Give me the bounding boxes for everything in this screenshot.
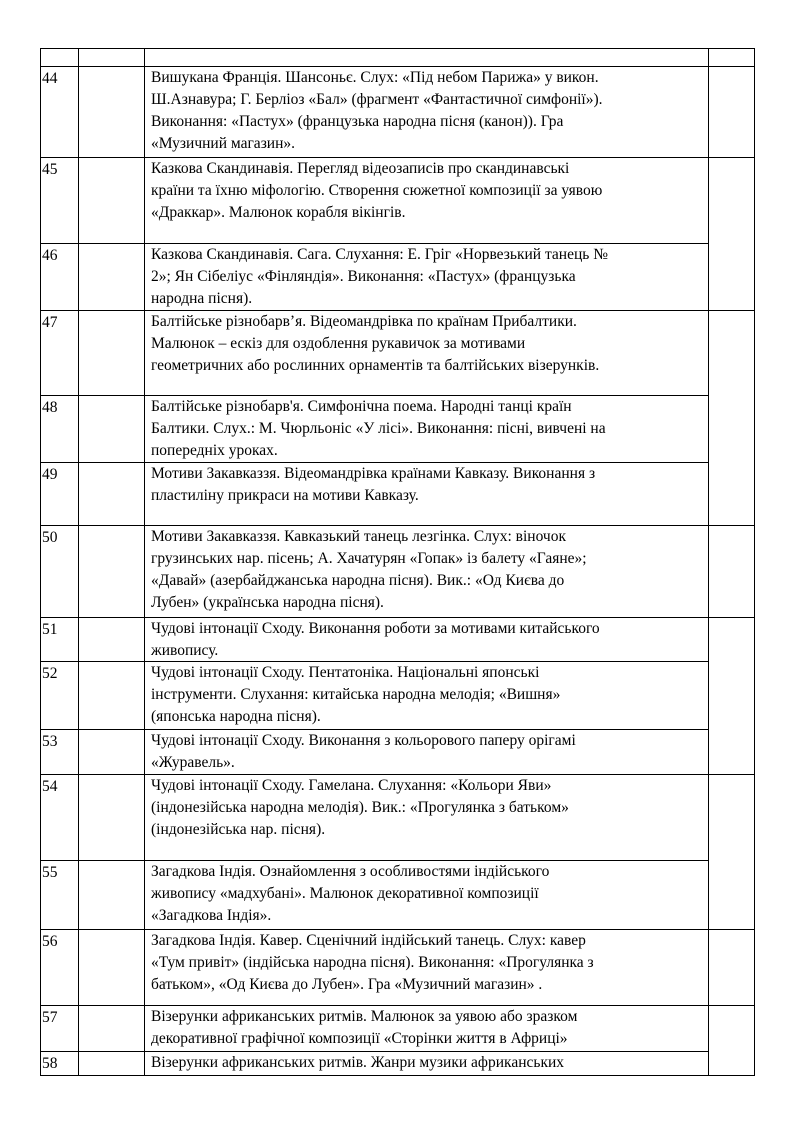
- lesson-topic-line: Казкова Скандинавія. Сага. Слухання: Е. Гріг «Норвезький танець №: [151, 246, 608, 263]
- lesson-topic: [151, 1006, 711, 1050]
- lesson-topic-line: Казкова Скандинавія. Перегляд відеозаписів про скандинавські: [151, 160, 570, 177]
- lesson-topic-line: Чудові інтонації Сходу. Пентатоніка. Національні японські: [151, 664, 540, 681]
- lesson-topic-line: геометричних або рослинних орнаментів та балтійських візерунків.: [151, 357, 600, 374]
- lesson-number: 57: [42, 1009, 58, 1026]
- lesson-topic: [151, 67, 711, 155]
- lesson-topic-line: живопису.: [151, 642, 219, 659]
- table-row-line: [708, 774, 755, 775]
- lesson-topic: [151, 396, 711, 462]
- table-column-line: [78, 48, 79, 1075]
- lesson-topic-line: Балтики. Слух.: М. Чюрльоніс «У лісі». Виконання: пісні, вивчені на: [151, 420, 606, 437]
- table-row-line: [40, 48, 709, 49]
- lesson-topic-line: «Тум привіт» (індійська народна пісня). Виконання: «Прогулянка з: [151, 954, 594, 971]
- lesson-topic-line: Балтійське різнобарв'я. Симфонічна поема. Народні танці країн: [151, 398, 572, 415]
- lesson-topic-line: інструменти. Слухання: китайська народна мелодія; «Вишня»: [151, 686, 561, 703]
- lesson-topic: [151, 244, 711, 310]
- lesson-number: 45: [42, 161, 58, 178]
- table-row-line: [708, 66, 755, 67]
- lesson-topic-line: декоративної графічної композиції «Сторінки життя в Африці»: [151, 1030, 568, 1047]
- lesson-number: 54: [42, 778, 58, 795]
- lesson-topic-line: пластиліну прикраси на мотиви Кавказу.: [151, 487, 419, 504]
- lesson-number: 47: [42, 314, 58, 331]
- table-column-line: [40, 48, 41, 1075]
- lesson-topic: [151, 730, 711, 774]
- lesson-topic-line: «Давай» (азербайджанська народна пісня). Вик.: «Од Києва до: [151, 572, 565, 589]
- lesson-topic-line: живопису «мадхубані». Малюнок декоративної композиції: [151, 885, 539, 902]
- lesson-topic: [151, 662, 711, 728]
- lesson-topic-line: попередніх уроках.: [151, 442, 278, 459]
- table-row-line: [708, 1075, 755, 1076]
- lesson-topic-line: «Драккар». Малюнок корабля вікінгів.: [151, 204, 406, 221]
- lesson-topic-line: грузинських нар. пісень; А. Хачатурян «Гопак» із балету «Гаяне»;: [151, 550, 587, 567]
- lesson-topic-line: «Загадкова Індія».: [151, 907, 272, 924]
- lesson-topic-line: 2»; Ян Сібеліус «Фінляндія». Виконання: «Пастух» (французька: [151, 268, 576, 285]
- lesson-topic: [151, 158, 711, 224]
- table-row-line: [708, 929, 755, 930]
- lesson-topic-line: Візерунки африканських ритмів. Малюнок за уявою або зразком: [151, 1008, 578, 1025]
- table-row-line: [708, 617, 755, 618]
- lesson-topic: [151, 526, 711, 614]
- lesson-topic-line: Ш.Азнавура; Г. Берліоз «Бал» (фрагмент «Фантастичної симфонії»).: [151, 91, 603, 108]
- lesson-topic-line: Чудові інтонації Сходу. Виконання роботи за мотивами китайського: [151, 620, 600, 637]
- lesson-topic: [151, 861, 711, 927]
- table-row-line: [708, 157, 755, 158]
- table-row-line: [708, 525, 755, 526]
- lesson-topic-line: (індонезійська нар. пісня).: [151, 821, 326, 838]
- lesson-number: 44: [42, 70, 58, 87]
- lesson-number: 55: [42, 864, 58, 881]
- lesson-topic-line: Виконання: «Пастух» (французька народна пісня (канон)). Гра: [151, 113, 564, 130]
- lesson-topic: [151, 618, 711, 662]
- lesson-topic-line: Мотиви Закавказзя. Кавказький танець лезгінка. Слух: віночок: [151, 528, 566, 545]
- lesson-topic-line: Загадкова Індія. Ознайомлення з особливостями індійського: [151, 863, 550, 880]
- lesson-topic-line: країни та їхню міфологію. Створення сюжетної композиції за уявою: [151, 182, 603, 199]
- lesson-number: 56: [42, 933, 58, 950]
- lesson-topic-line: Загадкова Індія. Кавер. Сценічний індійський танець. Слух: кавер: [151, 932, 586, 949]
- table-column-line: [754, 48, 755, 1075]
- lesson-topic-line: Лубен» (українська народна пісня).: [151, 594, 384, 611]
- lesson-topic-line: народна пісня).: [151, 290, 253, 307]
- lesson-number: 49: [42, 466, 58, 483]
- lesson-number: 48: [42, 399, 58, 416]
- lesson-number: 46: [42, 247, 58, 264]
- table-row-line: [708, 310, 755, 311]
- lesson-number: 58: [42, 1055, 58, 1072]
- lesson-topic-line: Чудові інтонації Сходу. Виконання з кольорового паперу орігамі: [151, 732, 576, 749]
- lesson-topic-line: Вишукана Франція. Шансоньє. Слух: «Під небом Парижа» у викон.: [151, 69, 599, 86]
- lesson-topic: [151, 311, 711, 377]
- lesson-number: 53: [42, 733, 58, 750]
- lesson-topic: [151, 463, 711, 507]
- lesson-topic: [151, 930, 711, 996]
- lesson-topic-line: Мотиви Закавказзя. Відеомандрівка країнами Кавказу. Виконання з: [151, 465, 596, 482]
- lesson-topic: [151, 1052, 711, 1074]
- lesson-topic-line: «Журавель».: [151, 754, 235, 771]
- table-column-line: [144, 48, 145, 1075]
- lesson-topic-line: Візерунки африканських ритмів. Жанри музики африканських: [151, 1054, 565, 1071]
- lesson-number: 50: [42, 529, 58, 546]
- lesson-topic-line: Чудові інтонації Сходу. Гамелана. Слухання: «Кольори Яви»: [151, 777, 552, 794]
- lesson-topic-line: Балтійське різнобарв’я. Відеомандрівка по країнам Прибалтики.: [151, 313, 577, 330]
- table-row-line: [708, 48, 755, 49]
- table-row-line: [708, 1005, 755, 1006]
- lesson-topic-line: (індонезійська народна мелодія). Вик.: «Прогулянка з батьком»: [151, 799, 569, 816]
- lesson-number: 51: [42, 621, 58, 638]
- lesson-number: 52: [42, 665, 58, 682]
- lesson-topic-line: Малюнок – ескіз для оздоблення рукавичок за мотивами: [151, 335, 526, 352]
- lesson-topic-line: батьком», «Од Києва до Лубен». Гра «Музичний магазин» .: [151, 976, 543, 993]
- table-row-line: [40, 1075, 709, 1076]
- lesson-topic-line: «Музичний магазин».: [151, 135, 296, 152]
- lesson-topic-line: (японська народна пісня).: [151, 708, 321, 725]
- lesson-topic: [151, 775, 711, 841]
